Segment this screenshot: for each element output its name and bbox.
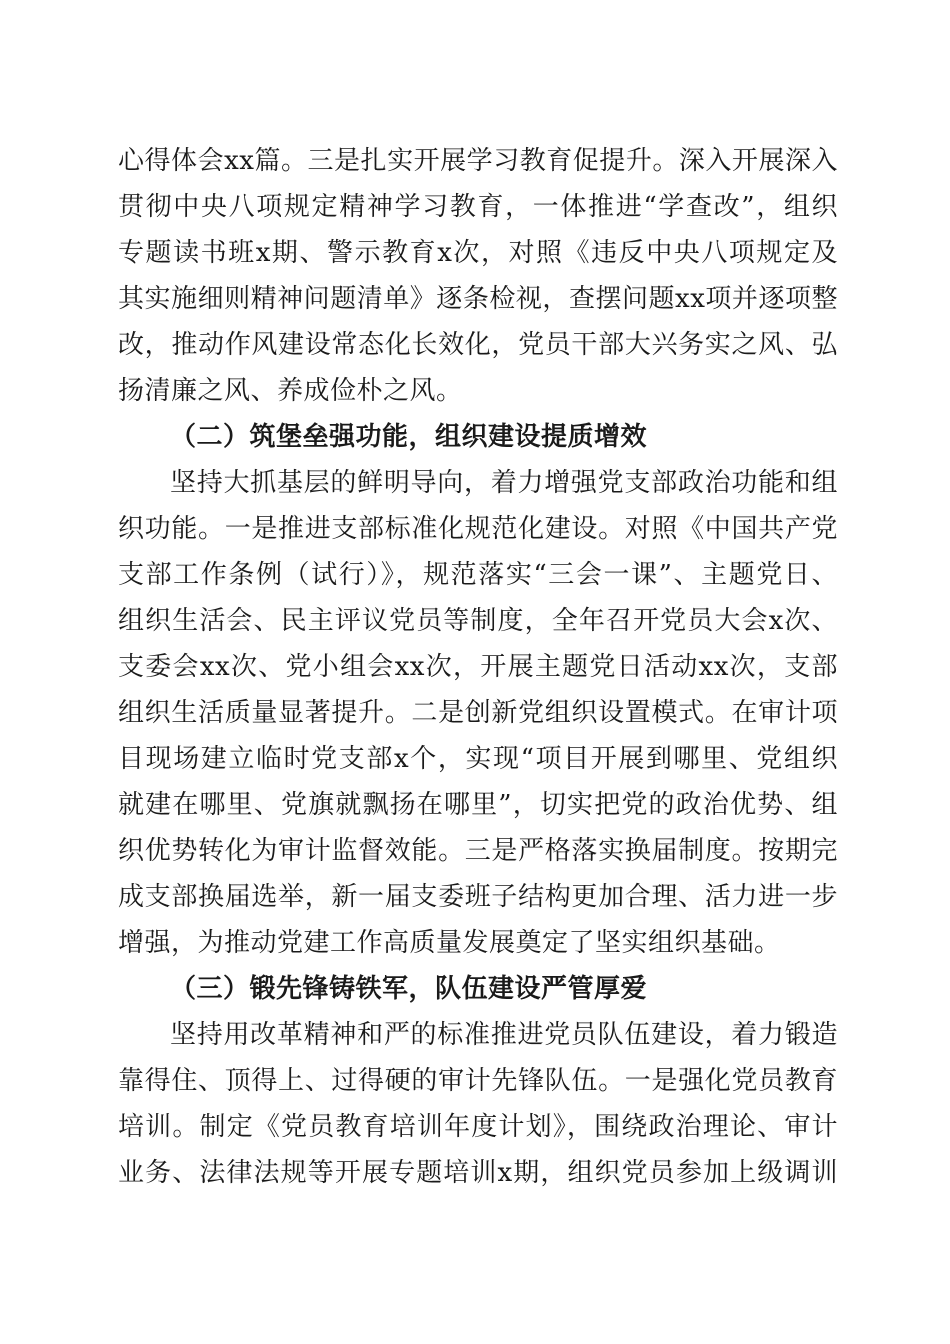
paragraph-1-line-3: 专题读书班x期、警示教育x次，对照《违反中央八项规定及: [118, 238, 838, 268]
paragraph-2-line-6: 组织生活质量显著提升。二是创新党组织设置模式。在审计项: [118, 698, 838, 728]
paragraph-2-line-1: 坚持大抓基层的鲜明导向，着力增强党支部政治功能和组: [170, 468, 838, 498]
paragraph-2-line-11: 增强，为推动党建工作高质量发展奠定了坚实组织基础。: [118, 928, 781, 958]
paragraph-3-line-3: 培训。制定《党员教育培训年度计划》，围绕政治理论、审计: [118, 1112, 838, 1142]
section-heading-3: （三）锻先锋铸铁军，队伍建设严管厚爱: [170, 974, 648, 1004]
paragraph-3-line-1: 坚持用改革精神和严的标准推进党员队伍建设，着力锻造: [170, 1020, 838, 1050]
paragraph-2-line-9: 织优势转化为审计监督效能。三是严格落实换届制度。按期完: [118, 836, 838, 866]
paragraph-2-line-5: 支委会xx次、党小组会xx次，开展主题党日活动xx次，支部: [118, 652, 838, 682]
paragraph-1-line-2: 贯彻中央八项规定精神学习教育，一体推进“学查改”，组织: [118, 192, 838, 222]
paragraph-2-line-7: 目现场建立临时党支部x个，实现“项目开展到哪里、党组织: [118, 744, 838, 774]
paragraph-1-line-1: 心得体会xx篇。三是扎实开展学习教育促提升。深入开展深入: [118, 146, 838, 176]
paragraph-3-line-2: 靠得住、顶得上、过得硬的审计先锋队伍。一是强化党员教育: [118, 1066, 838, 1096]
paragraph-3-line-4: 业务、法律法规等开展专题培训x期，组织党员参加上级调训: [118, 1158, 838, 1188]
paragraph-1-line-4: 其实施细则精神问题清单》逐条检视，查摆问题xx项并逐项整: [118, 284, 838, 314]
paragraph-2-line-8: 就建在哪里、党旗就飘扬在哪里”，切实把党的政治优势、组: [118, 790, 838, 820]
paragraph-1-line-5: 改，推动作风建设常态化长效化，党员干部大兴务实之风、弘: [118, 330, 838, 360]
paragraph-2-line-10: 成支部换届选举，新一届支委班子结构更加合理、活力进一步: [118, 882, 838, 912]
paragraph-2-line-4: 组织生活会、民主评议党员等制度，全年召开党员大会x次、: [118, 606, 838, 636]
section-heading-2: （二）筑堡垒强功能，组织建设提质增效: [170, 422, 648, 452]
paragraph-2-line-3: 支部工作条例（试行）》，规范落实“三会一课”、主题党日、: [118, 560, 838, 590]
paragraph-1-line-6: 扬清廉之风、养成俭朴之风。: [118, 376, 463, 406]
paragraph-2-line-2: 织功能。一是推进支部标准化规范化建设。对照《中国共产党: [118, 514, 838, 544]
